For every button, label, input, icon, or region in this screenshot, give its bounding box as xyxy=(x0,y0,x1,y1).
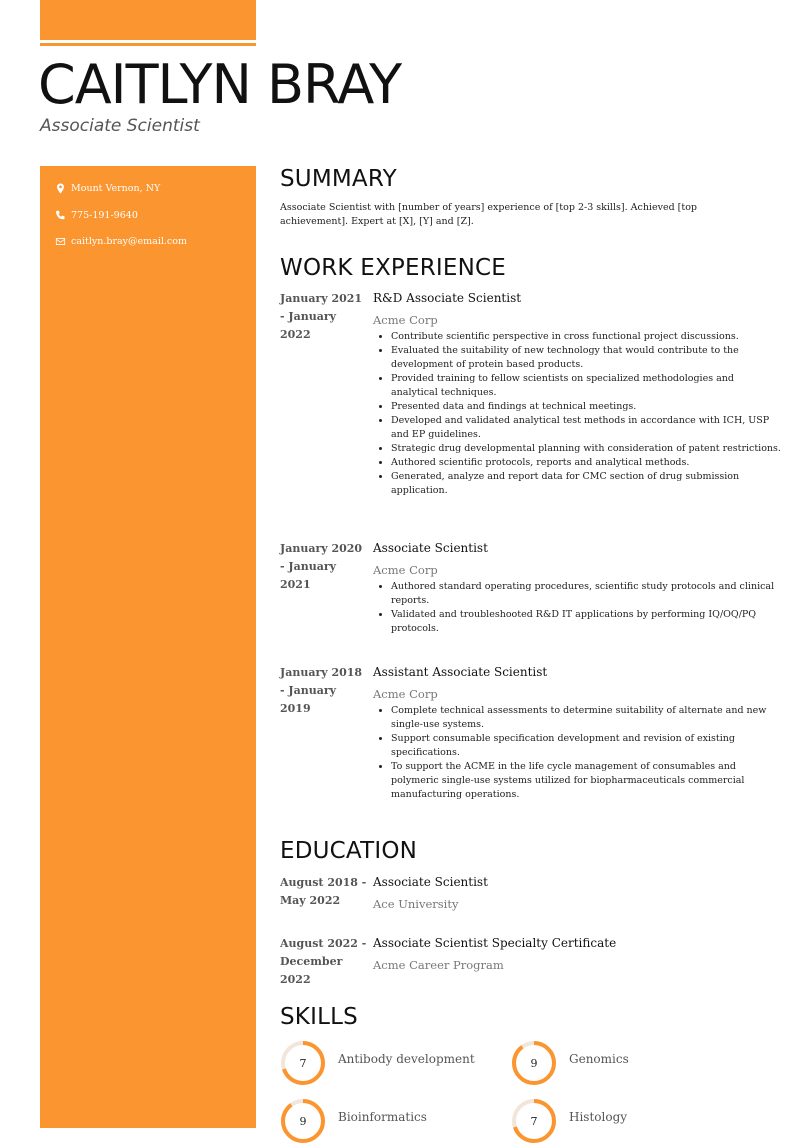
map-pin-icon xyxy=(54,182,66,194)
skill-level: 9 xyxy=(299,1114,307,1128)
job-bullet: • Validated and troubleshooted R&D IT applications by performing IQ/OQ/PQ protocols. xyxy=(391,608,781,636)
job-bullet: • Presented data and findings at technical meetings. xyxy=(391,400,781,414)
job-bullets xyxy=(373,330,781,498)
education-date: August 2022 - December 2022 xyxy=(280,937,367,986)
phone-icon xyxy=(54,209,66,221)
sidebar xyxy=(40,166,256,1128)
contact-email[interactable] xyxy=(54,235,187,247)
contact-location-text: Mount Vernon, NY xyxy=(71,182,161,194)
job-role: Associate Scientist xyxy=(373,541,488,555)
skills-heading: SKILLS xyxy=(280,1004,358,1030)
job-bullet: • Authored standard operating procedures, scientific study protocols and clinical reports. xyxy=(391,580,781,608)
summary-text: Associate Scientist with [number of years] experience of [top 2-3 skills]. Achieved [top achievement]. Expert at [X], [Y] and [Z]. xyxy=(280,202,698,227)
contact-location xyxy=(54,182,160,194)
job-org: Acme Corp xyxy=(373,687,438,701)
skill-level-ring xyxy=(280,1040,326,1086)
job-bullets xyxy=(373,580,781,636)
job-bullet: • To support the ACME in the life cycle management of consumables and polymeric single-use systems utilized for biopharmaceuticals commercial manufacturing operations. xyxy=(391,760,781,802)
job-bullet: • Complete technical assessments to determine suitability of alternate and new single-use systems. xyxy=(391,704,781,732)
skill-level-ring xyxy=(511,1040,557,1086)
skill-level-ring xyxy=(511,1098,557,1144)
contact-phone-text: 775-191-9640 xyxy=(71,209,138,221)
education-school: Acme Career Program xyxy=(373,958,504,972)
skill-name: Genomics xyxy=(569,1052,629,1066)
job-org: Acme Corp xyxy=(373,313,438,327)
job-bullet: • Developed and validated analytical test methods in accordance with ICH, USP and EP guidelines. xyxy=(391,414,781,442)
contact-email-text[interactable]: caitlyn.bray@email.com xyxy=(71,235,187,247)
skill-level: 7 xyxy=(299,1056,307,1070)
skill-name: Antibody development xyxy=(338,1052,475,1066)
candidate-title: Associate Scientist xyxy=(40,116,200,136)
job-bullet: • Authored scientific protocols, reports and analytical methods. xyxy=(391,456,781,470)
envelope-icon xyxy=(54,235,66,247)
work-experience-heading: WORK EXPERIENCE xyxy=(280,255,507,281)
summary-heading: SUMMARY xyxy=(280,166,397,192)
job-bullets xyxy=(373,704,781,802)
job-role: Assistant Associate Scientist xyxy=(373,665,548,679)
education-date: August 2018 - May 2022 xyxy=(280,876,367,907)
job-date: January 2018 - January 2019 xyxy=(280,666,363,715)
skill-name: Histology xyxy=(569,1110,628,1124)
skill-item xyxy=(280,1040,475,1086)
skill-name: Bioinformatics xyxy=(338,1110,427,1124)
skill-item xyxy=(280,1098,427,1144)
job-bullet: • Provided training to fellow scientists on specialized methodologies and analytical techniques. xyxy=(391,372,781,400)
skill-item xyxy=(511,1040,629,1086)
job-bullet: • Evaluated the suitability of new technology that would contribute to the development of protein based products. xyxy=(391,344,781,372)
job-bullet: • Contribute scientific perspective in cross functional project discussions. xyxy=(391,330,781,344)
education-degree: Associate Scientist xyxy=(373,875,488,889)
job-bullet: • Strategic drug developmental planning with consideration of patent restrictions. xyxy=(391,442,781,456)
skill-level: 7 xyxy=(530,1114,538,1128)
job-bullet: • Generated, analyze and report data for CMC section of drug submission application. xyxy=(391,470,781,498)
job-date: January 2020 - January 2021 xyxy=(280,542,363,591)
skill-level-ring xyxy=(280,1098,326,1144)
skill-level: 9 xyxy=(530,1056,538,1070)
education-degree: Associate Scientist Specialty Certificate xyxy=(373,936,617,950)
education-school: Ace University xyxy=(373,897,459,911)
skill-item xyxy=(511,1098,628,1144)
job-date: January 2021 - January 2022 xyxy=(280,292,363,341)
education-heading: EDUCATION xyxy=(280,838,418,864)
job-role: R&D Associate Scientist xyxy=(373,291,522,305)
header-accent-band xyxy=(40,0,256,40)
job-org: Acme Corp xyxy=(373,563,438,577)
contact-phone xyxy=(54,209,138,221)
job-bullet: • Support consumable specification development and revision of existing specifications. xyxy=(391,732,781,760)
candidate-name: CAITLYN BRAY xyxy=(38,53,402,116)
header-accent-line xyxy=(40,43,256,46)
